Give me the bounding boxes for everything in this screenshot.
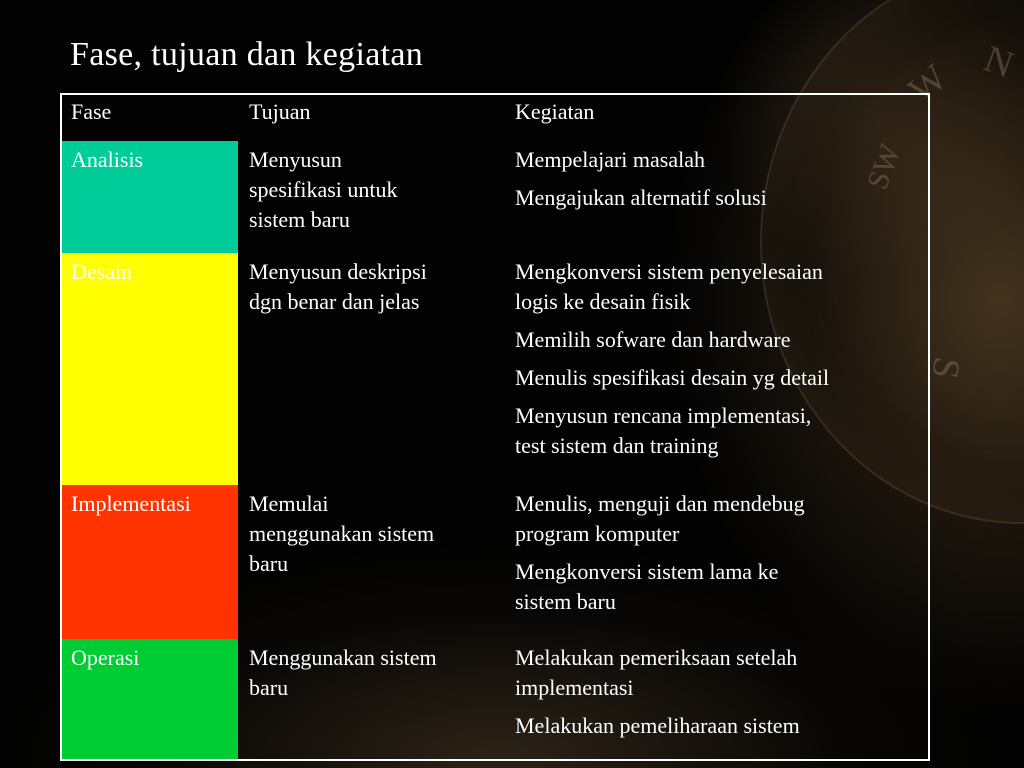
kegiatan-line: Melakukan pemeriksaan setelah [515,645,798,670]
table-row [62,253,928,485]
tujuan-line: Menggunakan sistem [249,645,437,670]
tujuan-cell [247,485,497,579]
kegiatan-line: Melakukan pemeliharaan sistem [515,713,800,738]
kegiatan-line: test sistem dan training [515,433,719,458]
page-title: Fase, tujuan dan kegiatan [70,36,424,73]
tujuan-line: Menyusun deskripsi [249,259,427,284]
kegiatan-line: Mengkonversi sistem penyelesaian [515,259,823,284]
kegiatan-line: Mempelajari masalah [515,147,705,172]
kegiatan-line: Menulis, menguji dan mendebug [515,491,805,516]
phase-cell-implementasi: Implementasi [62,485,238,639]
tujuan-line: baru [249,551,289,576]
kegiatan-line: logis ke desain fisik [515,289,691,314]
header-tujuan: Tujuan [249,99,311,124]
tujuan-line: Menyusun [249,147,342,172]
table-row [62,485,928,639]
kegiatan-line: Menulis spesifikasi desain yg detail [515,365,830,390]
tujuan-cell [247,639,497,703]
table-row [62,141,928,253]
kegiatan-cell [512,141,928,213]
kegiatan-cell [512,485,928,617]
kegiatan-line: Memilih sofware dan hardware [515,327,791,352]
kegiatan-line: sistem baru [515,589,616,614]
kegiatan-line: Mengajukan alternatif solusi [515,185,767,210]
kegiatan-cell [512,639,928,741]
compass-letter-n: N [978,37,1019,87]
tujuan-line: sistem baru [249,207,350,232]
compass-letter-sw: SW [860,140,908,194]
header-kegiatan: Kegiatan [515,99,595,124]
phase-table [60,93,930,761]
kegiatan-line: Mengkonversi sistem lama ke [515,559,779,584]
phase-cell-analisis: Analisis [62,141,238,253]
phase-cell-operasi: Operasi [62,639,238,759]
tujuan-line: Memulai [249,491,329,516]
kegiatan-cell [512,253,928,461]
tujuan-line: spesifikasi untuk [249,177,398,202]
tujuan-cell [247,141,497,235]
header-fase: Fase [71,99,112,124]
table-row [62,639,928,759]
compass-letter-s: S [923,353,969,383]
compass-letter-w: W [900,56,956,112]
phase-cell-desain: Desain [62,253,238,485]
tujuan-line: menggunakan sistem [249,521,435,546]
kegiatan-line: Menyusun rencana implementasi, [515,403,812,428]
tujuan-line: baru [249,675,289,700]
tujuan-line: dgn benar dan jelas [249,289,420,314]
tujuan-cell [247,253,497,317]
table-header-row [62,95,928,141]
kegiatan-line: implementasi [515,675,634,700]
kegiatan-line: program komputer [515,521,680,546]
